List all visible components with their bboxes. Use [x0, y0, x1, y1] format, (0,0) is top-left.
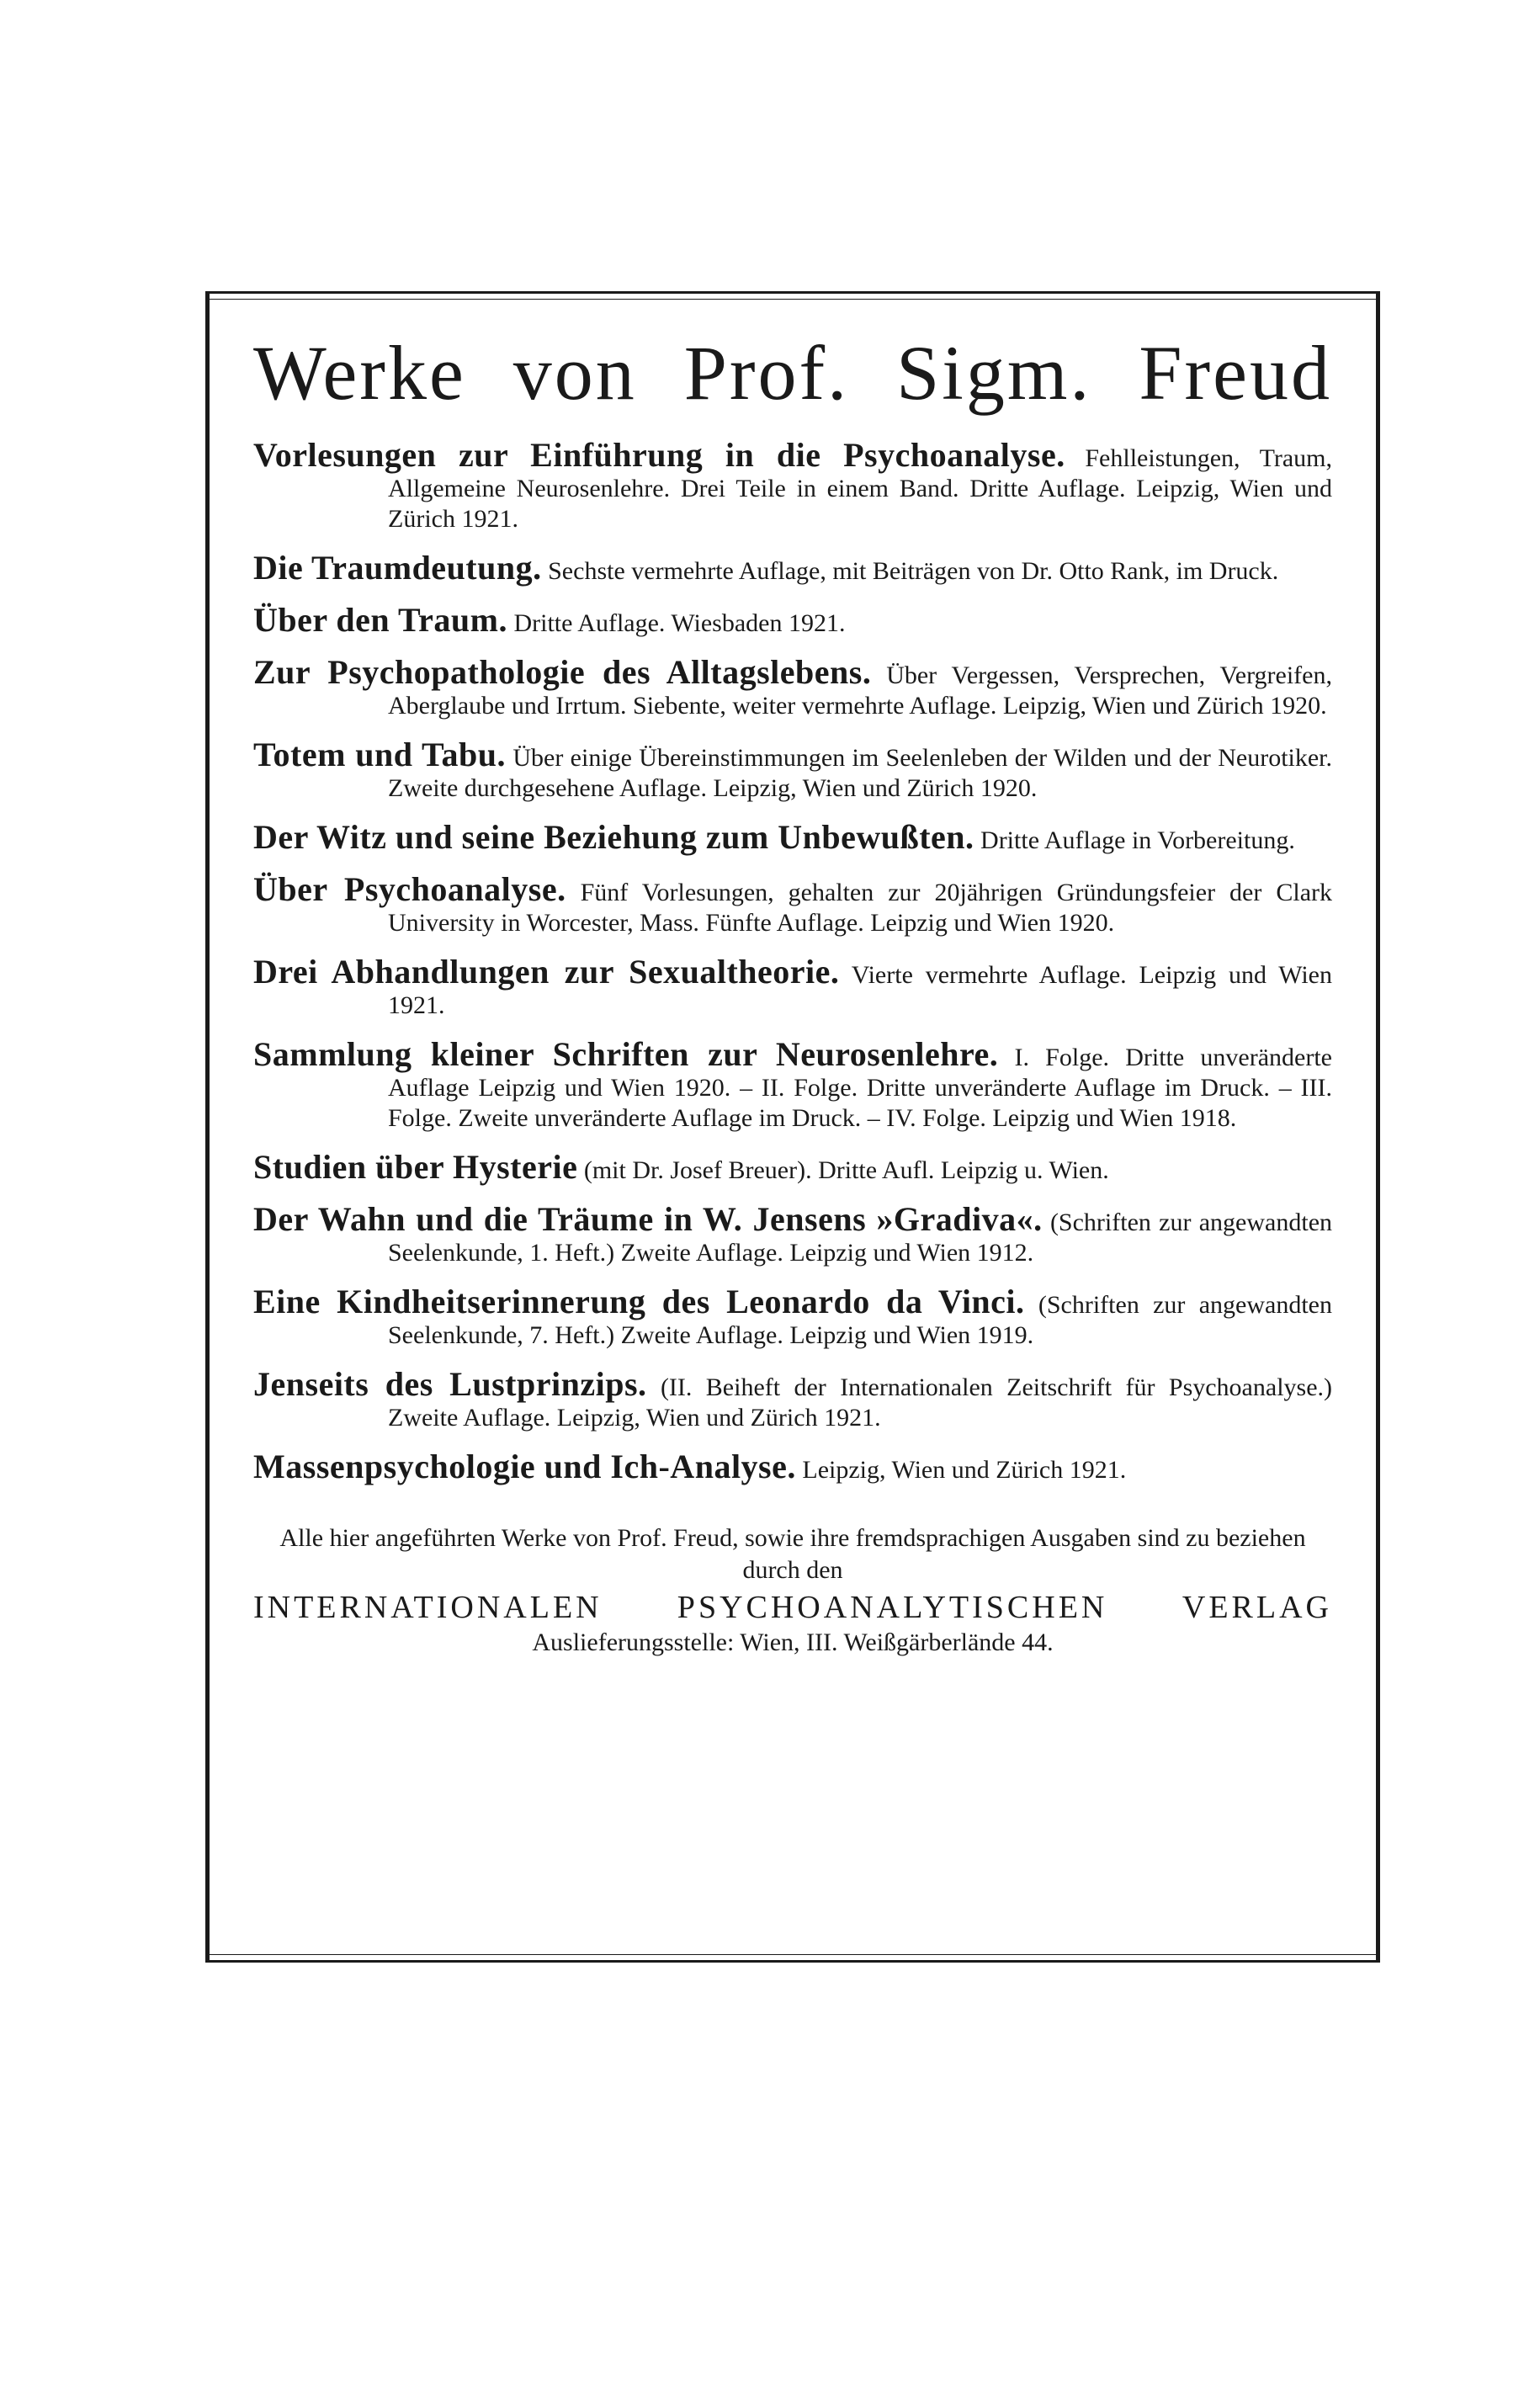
work-title: Der Witz und seine Beziehung zum Unbewußten. [253, 818, 974, 856]
work-title: Massenpsychologie und Ich-Analyse. [253, 1448, 796, 1485]
work-entry [253, 1283, 1332, 1351]
work-entry [253, 953, 1333, 1021]
works-list [253, 436, 1333, 1485]
work-description: Über Vergessen, Versprechen, Vergreifen, Aberglaube und Irrtum. Siebente, weiter vermehrte Auflage. Leipzig, Wien und Zürich 1920. [388, 661, 1332, 720]
work-entry [253, 736, 1333, 804]
distribution-note: Alle hier angeführten Werke von Prof. Freud, sowie ihre fremdsprachigen Ausgaben sind zu beziehen durch den [279, 1524, 1306, 1584]
work-title: Totem und Tabu. [253, 736, 507, 773]
work-entry [253, 1200, 1333, 1268]
advertisement-content [253, 330, 1333, 1659]
work-entry [253, 1148, 1332, 1186]
publisher-footer [253, 1522, 1332, 1659]
work-title: Die Traumdeutung. [253, 549, 542, 587]
work-description: (Schriften zur angewandten Seelenkunde, 7. Heft.) Zweite Auflage. Leipzig und Wien 1919. [388, 1291, 1332, 1349]
work-entry [253, 818, 1332, 856]
work-title: Sammlung kleiner Schriften zur Neurosenlehre. [253, 1035, 999, 1073]
work-title: Jenseits des Lustprinzips. [253, 1365, 647, 1403]
work-entry [253, 549, 1332, 587]
work-description: Fehlleistungen, Traum, Allgemeine Neurosenlehre. Drei Teile in einem Band. Dritte Auflage. Leipzig, Wien und Zürich 1921. [388, 444, 1333, 533]
work-description: (II. Beiheft der Internationalen Zeitschrift für Psychoanalyse.) Zweite Auflage. Leipzig, Wien und Zürich 1921. [388, 1373, 1333, 1432]
work-title: Der Wahn und die Träume in W. Jensens »Gradiva«. [253, 1200, 1043, 1238]
work-description: Sechste vermehrte Auflage, mit Beiträgen von Dr. Otto Rank, im Druck. [548, 557, 1279, 585]
work-description: I. Folge. Dritte unveränderte Auflage Leipzig und Wien 1920. – II. Folge. Dritte unveränderte Auflage im Druck. – III. Folge. Zweite unveränderte Auflage im Druck. – IV. Folge. Leipzig und Wien 1918. [388, 1044, 1332, 1132]
work-title: Über Psychoanalyse. [253, 870, 566, 908]
page-title: Werke von Prof. Sigm. Freud [253, 330, 1332, 416]
work-description: Fünf Vorlesungen, gehalten zur 20jährigen Gründungsfeier der Clark University in Worcester, Mass. Fünfte Auflage. Leipzig und Wien 1920. [388, 879, 1333, 937]
work-entry [253, 1365, 1333, 1433]
work-entry [253, 870, 1333, 938]
work-description: Über einige Übereinstimmungen im Seelenleben der Wilden und der Neurotiker. Zweite durchgesehene Auflage. Leipzig, Wien und Zürich 1920. [388, 744, 1333, 802]
work-title: Zur Psychopathologie des Alltagslebens. [253, 653, 872, 691]
publisher-address: Auslieferungsstelle: Wien, III. Weißgärberlände 44. [532, 1628, 1054, 1656]
publisher-name: INTERNATIONALEN PSYCHOANALYTISCHEN VERLAG [253, 1590, 1332, 1625]
advertisement-frame [205, 291, 1380, 1963]
work-entry [253, 1448, 1332, 1485]
work-entry [253, 601, 1332, 639]
work-entry [253, 1035, 1332, 1134]
work-description: Dritte Auflage in Vorbereitung. [980, 826, 1295, 854]
work-description: (Schriften zur angewandten Seelenkunde, 1. Heft.) Zweite Auflage. Leipzig und Wien 1912. [388, 1209, 1333, 1267]
work-description: Dritte Auflage. Wiesbaden 1921. [513, 609, 846, 637]
work-description: (mit Dr. Josef Breuer). Dritte Aufl. Leipzig u. Wien. [583, 1156, 1109, 1184]
work-title: Eine Kindheitserinnerung des Leonardo da Vinci. [253, 1283, 1025, 1320]
work-title: Vorlesungen zur Einführung in die Psychoanalyse. [253, 436, 1065, 474]
work-description: Vierte vermehrte Auflage. Leipzig und Wien 1921. [388, 961, 1333, 1019]
work-title: Studien über Hysterie [253, 1148, 578, 1186]
work-description: Leipzig, Wien und Zürich 1921. [802, 1456, 1127, 1484]
work-entry [253, 436, 1333, 534]
work-title: Über den Traum. [253, 601, 507, 639]
work-entry [253, 653, 1332, 721]
work-title: Drei Abhandlungen zur Sexualtheorie. [253, 953, 840, 991]
